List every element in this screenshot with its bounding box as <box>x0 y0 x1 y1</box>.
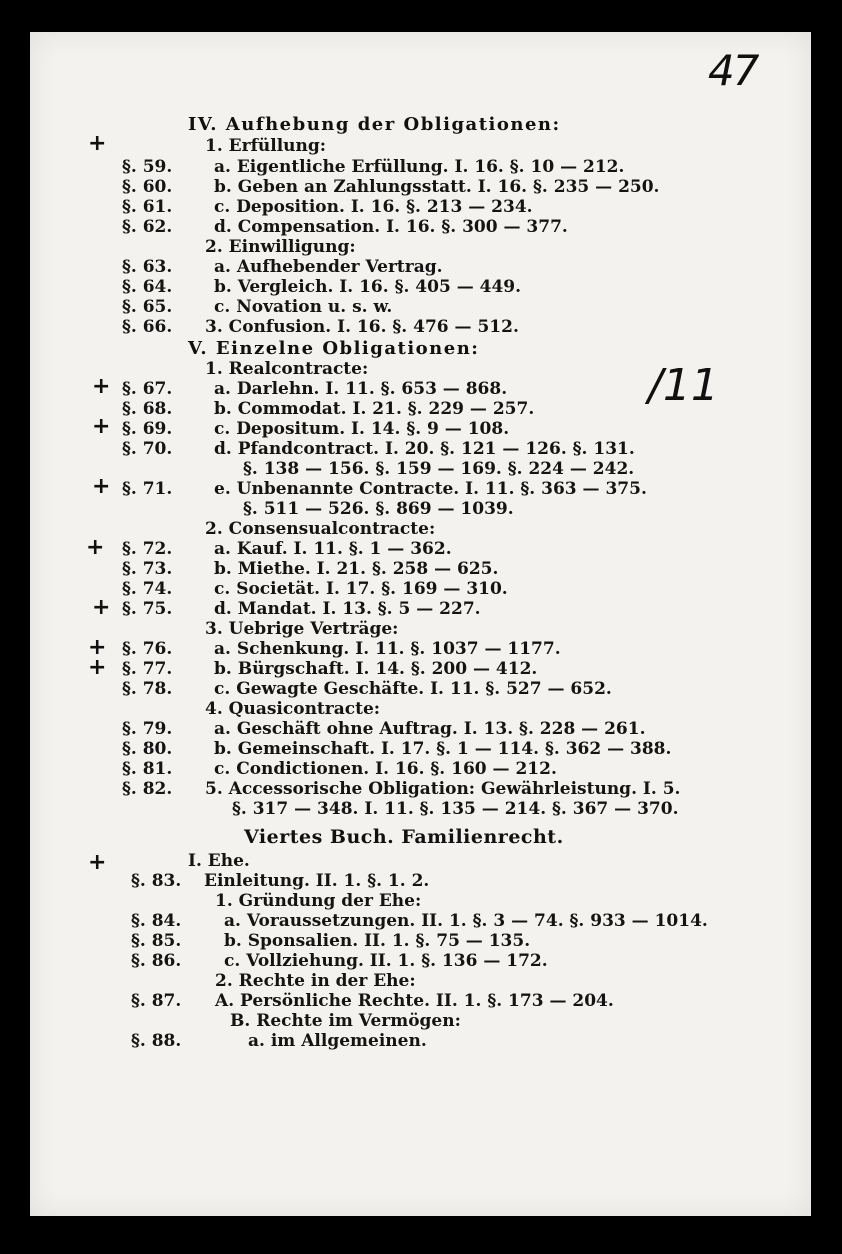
paragraph-number: §. 81. <box>122 759 173 779</box>
toc-line: d. Compensation. I. 16. §. 300 — 377. <box>214 217 568 237</box>
toc-line: a. Voraussetzungen. II. 1. §. 3 — 74. §. 933 — 1014. <box>224 911 708 931</box>
toc-line: b. Bürgschaft. I. 14. §. 200 — 412. <box>214 659 538 679</box>
toc-line: I. Ehe. <box>188 851 250 871</box>
paragraph-number: §. 80. <box>122 739 173 759</box>
toc-line: c. Novation u. s. w. <box>214 297 393 317</box>
paragraph-number: §. 68. <box>122 399 173 419</box>
toc-line: 2. Einwilligung: <box>205 237 356 257</box>
toc-line: 2. Consensualcontracte: <box>205 519 436 539</box>
toc-line: a. Kauf. I. 11. §. 1 — 362. <box>214 539 452 559</box>
toc-line: e. Unbenannte Contracte. I. 11. §. 363 — 375. <box>214 479 647 499</box>
paragraph-number: §. 79. <box>122 719 173 739</box>
toc-line: c. Vollziehung. II. 1. §. 136 — 172. <box>224 951 548 971</box>
paragraph-number: §. 85. <box>131 931 182 951</box>
paragraph-number: §. 65. <box>122 297 173 317</box>
toc-line: 1. Gründung der Ehe: <box>215 891 422 911</box>
book-title: Viertes Buch. Familienrecht. <box>244 826 564 848</box>
paragraph-number: §. 59. <box>122 157 173 177</box>
toc-line: a. Schenkung. I. 11. §. 1037 — 1177. <box>214 639 561 659</box>
toc-line: a. im Allgemeinen. <box>248 1031 427 1051</box>
cross-mark: + <box>88 131 107 156</box>
paragraph-number: §. 77. <box>122 659 173 679</box>
toc-line: c. Gewagte Geschäfte. I. 11. §. 527 — 652. <box>214 679 612 699</box>
toc-line: Einleitung. II. 1. §. 1. 2. <box>204 871 430 891</box>
toc-line: b. Vergleich. I. 16. §. 405 — 449. <box>214 277 522 297</box>
cross-mark: + <box>92 595 111 620</box>
paragraph-number: §. 62. <box>122 217 173 237</box>
toc-line: 2. Rechte in der Ehe: <box>215 971 416 991</box>
toc-line: b. Sponsalien. II. 1. §. 75 — 135. <box>224 931 531 951</box>
paragraph-number: §. 69. <box>122 419 173 439</box>
cross-mark: + <box>88 635 107 660</box>
paragraph-number: §. 84. <box>131 911 182 931</box>
toc-line: a. Eigentliche Erfüllung. I. 16. §. 10 — 212. <box>214 157 625 177</box>
cross-mark: + <box>88 850 107 875</box>
toc-line: b. Commodat. I. 21. §. 229 — 257. <box>214 399 535 419</box>
section-heading-v: V. Einzelne Obligationen: <box>188 338 480 359</box>
paragraph-number: §. 82. <box>122 779 173 799</box>
paragraph-number: §. 63. <box>122 257 173 277</box>
toc-line: b. Geben an Zahlungsstatt. I. 16. §. 235 — 250. <box>214 177 660 197</box>
toc-line: 4. Quasicontracte: <box>205 699 381 719</box>
toc-line: c. Depositum. I. 14. §. 9 — 108. <box>214 419 510 439</box>
toc-line: §. 317 — 348. I. 11. §. 135 — 214. §. 367 — 370. <box>232 799 679 819</box>
toc-line: 1. Erfüllung: <box>205 136 327 156</box>
toc-line: B. Rechte im Vermögen: <box>230 1011 461 1031</box>
paragraph-number: §. 60. <box>122 177 173 197</box>
paragraph-number: §. 88. <box>131 1031 182 1051</box>
cross-mark: + <box>92 474 111 499</box>
cross-mark: + <box>92 374 111 399</box>
paragraph-number: §. 71. <box>122 479 173 499</box>
toc-line: 3. Uebrige Verträge: <box>205 619 399 639</box>
toc-line: c. Deposition. I. 16. §. 213 — 234. <box>214 197 533 217</box>
toc-line: d. Pfandcontract. I. 20. §. 121 — 126. §. 131. <box>214 439 635 459</box>
page-number: 47 <box>708 46 758 95</box>
margin-note: /11 <box>648 360 719 411</box>
toc-line: b. Gemeinschaft. I. 17. §. 1 — 114. §. 362 — 388. <box>214 739 672 759</box>
paragraph-number: §. 67. <box>122 379 173 399</box>
paragraph-number: §. 76. <box>122 639 173 659</box>
section-heading-iv: IV. Aufhebung der Obligationen: <box>188 114 561 135</box>
toc-line: c. Societät. I. 17. §. 169 — 310. <box>214 579 508 599</box>
toc-line: 5. Accessorische Obligation: Gewährleistung. I. 5. <box>205 779 681 799</box>
toc-line: a. Geschäft ohne Auftrag. I. 13. §. 228 — 261. <box>214 719 646 739</box>
toc-line: a. Aufhebender Vertrag. <box>214 257 443 277</box>
toc-line: A. Persönliche Rechte. II. 1. §. 173 — 204. <box>215 991 614 1011</box>
paragraph-number: §. 74. <box>122 579 173 599</box>
toc-line: 1. Realcontracte: <box>205 359 369 379</box>
cross-mark: + <box>86 535 105 560</box>
paragraph-number: §. 66. <box>122 317 173 337</box>
paragraph-number: §. 70. <box>122 439 173 459</box>
toc-line: 3. Confusion. I. 16. §. 476 — 512. <box>205 317 519 337</box>
paragraph-number: §. 72. <box>122 539 173 559</box>
toc-line: b. Miethe. I. 21. §. 258 — 625. <box>214 559 499 579</box>
paragraph-number: §. 73. <box>122 559 173 579</box>
paragraph-number: §. 83. <box>131 871 182 891</box>
paragraph-number: §. 78. <box>122 679 173 699</box>
paragraph-number: §. 75. <box>122 599 173 619</box>
paragraph-number: §. 86. <box>131 951 182 971</box>
toc-line: d. Mandat. I. 13. §. 5 — 227. <box>214 599 481 619</box>
cross-mark: + <box>88 655 107 680</box>
paragraph-number: §. 87. <box>131 991 182 1011</box>
paragraph-number: §. 61. <box>122 197 173 217</box>
toc-line: c. Condictionen. I. 16. §. 160 — 212. <box>214 759 557 779</box>
toc-line: §. 511 — 526. §. 869 — 1039. <box>243 499 514 519</box>
paragraph-number: §. 64. <box>122 277 173 297</box>
cross-mark: + <box>92 414 111 439</box>
toc-line: §. 138 — 156. §. 159 — 169. §. 224 — 242. <box>243 459 635 479</box>
toc-line: a. Darlehn. I. 11. §. 653 — 868. <box>214 379 508 399</box>
